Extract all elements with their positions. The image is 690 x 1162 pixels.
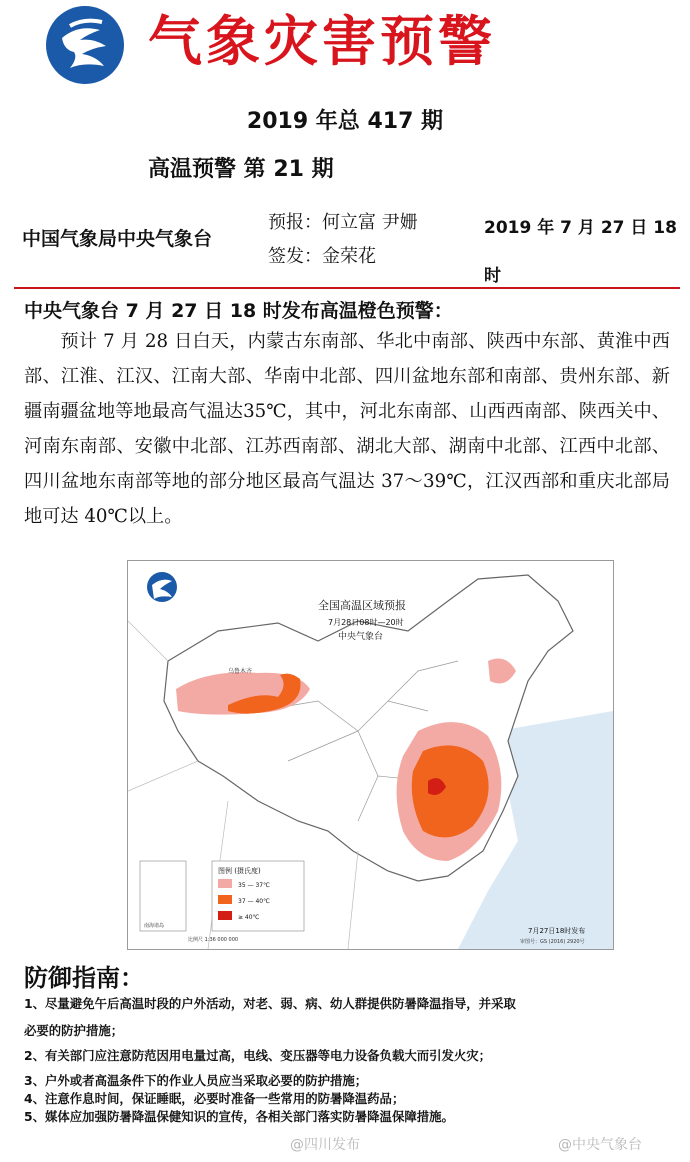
inset-label: 南海诸岛 xyxy=(144,923,165,929)
watermark-cma: @中央气象台 xyxy=(558,1137,642,1153)
legend-label-35-37: 35 — 37℃ xyxy=(238,882,270,889)
map-legend xyxy=(212,861,304,931)
south-sea-inset xyxy=(140,861,186,931)
header-divider xyxy=(14,287,680,289)
issue-total-number: 2019 年总 417 期 xyxy=(246,109,444,134)
agency-name: 中国气象局中央气象台 xyxy=(22,228,213,250)
guide-item-1-continued: 必要的防护措施； xyxy=(24,1023,124,1038)
legend-swatch-37-40 xyxy=(218,895,232,904)
guide-item-2: 2、有关部门应注意防范因用电量过高，电线、变压器等电力设备负载大而引发火灾； xyxy=(24,1048,492,1063)
publish-note: 7月27日18时发布 xyxy=(528,927,586,935)
guide-item-3: 3、户外或者高温条件下的作业人员应当采取必要的防护措施； xyxy=(24,1073,368,1088)
cma-logo-icon xyxy=(44,4,126,86)
guide-title: 防御指南： xyxy=(24,964,144,992)
watermark-sichuan: @四川发布 xyxy=(290,1137,360,1153)
page-title: 气象灾害预警 xyxy=(148,9,496,73)
map-source: 中央气象台 xyxy=(338,632,384,642)
legend-swatch-35-37 xyxy=(218,879,232,888)
guide-item-1: 1、尽量避免午后高温时段的户外活动，对老、弱、病、幼人群提供防暑降温指导，并采取 xyxy=(24,996,516,1011)
map-approval-code: 审图号：GS (2016) 2920号 xyxy=(520,939,585,945)
guide-item-5: 5、媒体应加强防暑降温保健知识的宣传，各相关部门落实防暑降温保障措施。 xyxy=(24,1109,454,1124)
legend-swatch-40-plus xyxy=(218,911,232,920)
bulletin-body: 预计 7 月 28 日白天，内蒙古东南部、华北中南部、陕西中东部、黄淮中西部、江淮、江汉、江南大部、华南中北部、四川盆地东部和南部、贵州东部、新疆南疆盆地等地最高气温达35℃，其中，河北东南部、山西西南部、陕西关中、河南东南部、安徽中北部、江苏西南部、湖北大部、湖南中北部、江西中北部、四川盆地东南部等地的部分地区最高气温达 37～39℃，江汉西部和重庆北部局地可达 40℃以上。 xyxy=(24,331,670,527)
city-label: 乌鲁木齐 xyxy=(228,668,253,675)
china-map-graphic xyxy=(128,561,613,949)
issuer-name: 签发：金荣花 xyxy=(268,246,376,267)
bulletin-headline: 中央气象台 7 月 27 日 18 时发布高温橙色预警： xyxy=(24,300,453,322)
issue-time: 2019 年 7 月 27 日 18 时 xyxy=(484,218,677,286)
legend-label-37-40: 37 — 40℃ xyxy=(238,898,270,905)
legend-label-40-plus: ≥ 40℃ xyxy=(238,914,260,921)
heat-forecast-map xyxy=(127,560,614,950)
map-title: 全国高温区域预报 xyxy=(318,599,406,612)
map-time-range: 7月28日08时—20时 xyxy=(328,618,404,627)
forecaster-names: 预报：何立富 尹姗 xyxy=(268,212,418,233)
guide-item-4: 4、注意作息时间，保证睡眠，必要时准备一些常用的防暑降温药品； xyxy=(24,1091,405,1106)
legend-title: 图例 (摄氏度) xyxy=(218,867,261,875)
alert-issue-number: 高温预警 第 21 期 xyxy=(148,157,334,182)
map-scale: 比例尺 1:36 000 000 xyxy=(188,937,239,943)
